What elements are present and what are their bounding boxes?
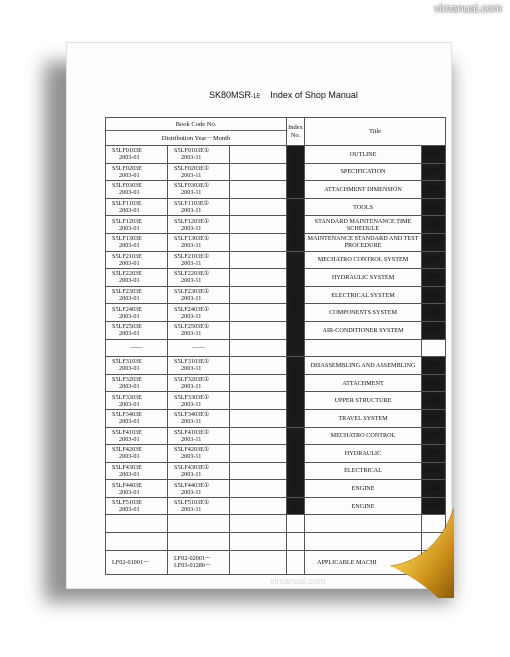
distribution-date: 2003-11 bbox=[181, 453, 202, 461]
blank-cell bbox=[287, 533, 305, 551]
index-code: LF42 bbox=[422, 445, 446, 463]
group-label: TROUBLESHOOTING bbox=[292, 434, 299, 491]
blank-cell bbox=[230, 181, 287, 199]
code-cell bbox=[106, 497, 168, 515]
book-code: S5LF2403E① bbox=[174, 305, 210, 313]
book-code: S5LF0303E① bbox=[174, 182, 210, 190]
blank-cell bbox=[287, 515, 305, 533]
blank-cell bbox=[230, 480, 287, 498]
code-cell bbox=[106, 233, 168, 251]
section-title: DISASSEMBLING AND ASSEMBLING bbox=[305, 357, 422, 375]
blank-cell bbox=[230, 304, 287, 322]
code-cell bbox=[168, 409, 230, 427]
table-row bbox=[106, 233, 446, 251]
distribution-date: 2003-01 bbox=[119, 506, 140, 514]
code-cell bbox=[168, 269, 230, 287]
title-header: Title bbox=[305, 118, 446, 146]
table-row bbox=[106, 409, 446, 427]
group-label: SPECIFICATION bbox=[292, 150, 299, 194]
dash-cell: —— bbox=[168, 339, 230, 357]
section-title: ATTACHMENT DIMENSION bbox=[305, 181, 422, 199]
document-title bbox=[209, 90, 358, 100]
section-title: OUTLINE bbox=[305, 146, 422, 164]
distribution-date: 2003-11 bbox=[181, 400, 202, 408]
book-code: S5LF2203E① bbox=[174, 270, 210, 278]
index-code: LF23 bbox=[422, 286, 446, 304]
distribution-date: 2003-11 bbox=[181, 383, 202, 391]
code-cell bbox=[168, 497, 230, 515]
book-code: S5LF3403E bbox=[112, 411, 142, 419]
book-code: S5LF5103E① bbox=[174, 499, 210, 507]
section-title: SPECIFICATION bbox=[305, 163, 422, 181]
book-code-label: Book Code No. bbox=[106, 121, 286, 131]
book-code: S5LF0303E bbox=[112, 182, 142, 190]
book-code: S5LF0203E bbox=[112, 164, 142, 172]
index-code: LF24 bbox=[422, 304, 446, 322]
distribution-date: 2003-11 bbox=[181, 224, 202, 232]
section-title: MAINTENANCE STANDARD AND TEST PROCEDURE bbox=[305, 233, 422, 251]
code-cell bbox=[168, 146, 230, 164]
group-maintenance bbox=[287, 198, 305, 251]
blank-cell bbox=[230, 427, 287, 445]
distribution-date: 2003-11 bbox=[181, 312, 202, 320]
code-cell bbox=[168, 286, 230, 304]
book-code: S5LF2103E① bbox=[174, 252, 210, 260]
code-cell bbox=[168, 374, 230, 392]
book-code: S5LF1203E① bbox=[174, 217, 210, 225]
index-code: LF33 bbox=[422, 392, 446, 410]
blank-cell bbox=[230, 339, 287, 357]
book-code: S5LF1103E① bbox=[174, 200, 210, 208]
distribution-date: 2003-11 bbox=[181, 171, 202, 179]
blank-cell bbox=[230, 374, 287, 392]
book-code: S5LF2303E① bbox=[174, 288, 210, 296]
section-title: MECHATRO CONTROL SYSTEM bbox=[305, 251, 422, 269]
table-row bbox=[106, 374, 446, 392]
index-code: LF12 bbox=[422, 216, 446, 234]
code-cell bbox=[106, 357, 168, 375]
blank-cell bbox=[230, 515, 287, 533]
distribution-date: 2003-11 bbox=[181, 470, 202, 478]
blank-cell bbox=[168, 533, 230, 551]
index-code: LF11 bbox=[422, 198, 446, 216]
serial-range: LF03-01280～ bbox=[174, 562, 212, 570]
distribution-date: 2003-11 bbox=[181, 418, 202, 426]
book-code: S5LF1103E bbox=[112, 200, 142, 208]
blank-cell bbox=[106, 515, 168, 533]
section-title: ELECTRICAL SYSTEM bbox=[305, 286, 422, 304]
blank-cell bbox=[230, 357, 287, 375]
table-row bbox=[106, 427, 446, 445]
section-title: HYDRAULIC bbox=[305, 445, 422, 463]
book-code: S5LF2503E① bbox=[174, 323, 210, 331]
distribution-date: 2003-01 bbox=[119, 418, 140, 426]
watermark: vimanual.com bbox=[434, 3, 502, 15]
book-code: S5LF2103E bbox=[112, 252, 142, 260]
blank-cell bbox=[230, 251, 287, 269]
distribution-date: 2003-11 bbox=[181, 189, 202, 197]
blank-cell bbox=[230, 321, 287, 339]
distribution-date: 2003-01 bbox=[119, 207, 140, 215]
code-cell bbox=[106, 480, 168, 498]
group-label: DISASSEMBLING bbox=[292, 368, 299, 415]
code-cell bbox=[168, 216, 230, 234]
table-row bbox=[106, 181, 446, 199]
distribution-date: 2003-01 bbox=[119, 295, 140, 303]
index-heading: Index of Shop Manual bbox=[270, 90, 358, 100]
group-eg bbox=[287, 497, 305, 515]
book-code: S5LF1203E bbox=[112, 217, 142, 225]
code-cell bbox=[106, 445, 168, 463]
section-title: HYDRAULIC SYSTEM bbox=[305, 269, 422, 287]
section-title-empty bbox=[305, 339, 422, 357]
index-no-header: Index No. bbox=[287, 118, 305, 146]
index-code: LF13 bbox=[422, 233, 446, 251]
blank-cell bbox=[230, 392, 287, 410]
blank-cell bbox=[230, 550, 287, 574]
distribution-date: 2003-01 bbox=[119, 154, 140, 162]
code-cell bbox=[168, 445, 230, 463]
distribution-date: 2003-01 bbox=[119, 312, 140, 320]
index-code: LF02 bbox=[422, 163, 446, 181]
distribution-date: 2003-01 bbox=[119, 435, 140, 443]
table-row bbox=[106, 269, 446, 287]
table-row bbox=[106, 163, 446, 181]
table-row bbox=[106, 462, 446, 480]
serial-range: LF02-02001～ bbox=[174, 555, 212, 563]
section-title: ATTACHMENT bbox=[305, 374, 422, 392]
book-code: S5LF3403E① bbox=[174, 411, 210, 419]
blank-cell bbox=[230, 409, 287, 427]
table-row bbox=[106, 445, 446, 463]
distribution-date: 2003-01 bbox=[119, 242, 140, 250]
code-cell bbox=[168, 163, 230, 181]
book-code: S5LF0103E bbox=[112, 147, 142, 155]
section-title: COMPONENTS SYSTEM bbox=[305, 304, 422, 322]
code-cell bbox=[168, 321, 230, 339]
table-row bbox=[106, 286, 446, 304]
code-cell bbox=[106, 216, 168, 234]
book-code: S5LF4303E bbox=[112, 463, 142, 471]
distribution-date: 2003-11 bbox=[181, 295, 202, 303]
section-title: TRAVEL SYSTEM bbox=[305, 409, 422, 427]
index-code: LF34 bbox=[422, 409, 446, 427]
code-cell bbox=[106, 198, 168, 216]
blank-cell bbox=[230, 269, 287, 287]
group-troubleshooting bbox=[287, 427, 305, 497]
index-code: LF31 bbox=[422, 357, 446, 375]
index-code: LF01 bbox=[422, 146, 446, 164]
code-cell bbox=[106, 409, 168, 427]
code-cell bbox=[106, 321, 168, 339]
serial-cell bbox=[168, 550, 230, 574]
distribution-date: 2003-11 bbox=[181, 154, 202, 162]
index-code: LF43 bbox=[422, 462, 446, 480]
distribution-date: 2003-01 bbox=[119, 224, 140, 232]
table-row bbox=[106, 216, 446, 234]
manual-page bbox=[66, 42, 452, 589]
book-code: S5LF5103E bbox=[112, 499, 142, 507]
code-cell bbox=[168, 304, 230, 322]
book-code: S5LF4103E① bbox=[174, 428, 210, 436]
section-title: ENGINE bbox=[305, 497, 422, 515]
code-cell bbox=[106, 163, 168, 181]
index-table bbox=[105, 117, 446, 575]
distribution-date: 2003-01 bbox=[119, 488, 140, 496]
blank-cell bbox=[287, 550, 305, 574]
code-cell bbox=[106, 286, 168, 304]
index-code: LF22 bbox=[422, 269, 446, 287]
code-cell bbox=[106, 427, 168, 445]
section-title: MECHATRO CONTROL bbox=[305, 427, 422, 445]
distribution-date: 2003-01 bbox=[119, 470, 140, 478]
book-code-header bbox=[106, 118, 287, 146]
table-row bbox=[106, 321, 446, 339]
book-code: S5LF3303E① bbox=[174, 393, 210, 401]
group-label: SYSTEM bbox=[292, 292, 299, 316]
book-code: S5LF4103E bbox=[112, 428, 142, 436]
book-code: S5LF0103E① bbox=[174, 147, 210, 155]
table-row bbox=[106, 251, 446, 269]
serial-cell: LF02-01001～ bbox=[106, 550, 168, 574]
book-code: S5LF2303E bbox=[112, 288, 142, 296]
group-label: MAINTENANCE bbox=[292, 204, 299, 246]
table-row bbox=[106, 480, 446, 498]
distribution-date: 2003-01 bbox=[119, 330, 140, 338]
book-code: S5LF0203E① bbox=[174, 164, 210, 172]
distribution-date: 2003-11 bbox=[181, 330, 202, 338]
distribution-date: 2003-11 bbox=[181, 277, 202, 285]
code-cell bbox=[106, 374, 168, 392]
book-code: S5LF4303E① bbox=[174, 463, 210, 471]
model-suffix: -1E bbox=[251, 94, 261, 100]
code-cell bbox=[168, 392, 230, 410]
book-code: S5LF4203E bbox=[112, 446, 142, 454]
book-code: S5LF4403E bbox=[112, 481, 142, 489]
distribution-label: Distribution Year－Month bbox=[161, 135, 231, 142]
group-disassembling bbox=[287, 357, 305, 427]
dash-cell: —— bbox=[106, 339, 168, 357]
book-code: S5LF2403E bbox=[112, 305, 142, 313]
index-code: LF41 bbox=[422, 427, 446, 445]
distribution-date: 2003-11 bbox=[181, 506, 202, 514]
blank-cell bbox=[230, 216, 287, 234]
distribution-date: 2003-01 bbox=[119, 400, 140, 408]
book-code: S5LF2503E bbox=[112, 323, 142, 331]
section-title: TOOLS bbox=[305, 198, 422, 216]
applicable-machine-title: APPLICABLE MACHI bbox=[305, 550, 422, 574]
blank-cell bbox=[230, 286, 287, 304]
model-name: SK80MSR bbox=[209, 90, 252, 100]
index-code-empty bbox=[422, 339, 446, 357]
book-code: S5LF3103E bbox=[112, 358, 142, 366]
distribution-date: 2003-11 bbox=[181, 365, 202, 373]
distribution-date: 2003-11 bbox=[181, 488, 202, 496]
distribution-date: 2003-01 bbox=[119, 365, 140, 373]
table-row bbox=[106, 198, 446, 216]
blank-cell bbox=[230, 533, 287, 551]
blank-cell bbox=[230, 198, 287, 216]
ghost-watermark: vimanual.com bbox=[270, 576, 326, 586]
distribution-date: 2003-01 bbox=[119, 453, 140, 461]
book-code: S5LF3203E① bbox=[174, 376, 210, 384]
group-label: E/G bbox=[292, 501, 299, 512]
table-row bbox=[106, 304, 446, 322]
code-cell bbox=[106, 392, 168, 410]
code-cell bbox=[106, 304, 168, 322]
code-cell bbox=[106, 251, 168, 269]
code-cell bbox=[106, 269, 168, 287]
blank-cell bbox=[230, 462, 287, 480]
table-row bbox=[106, 392, 446, 410]
table-header-row bbox=[106, 118, 446, 146]
book-code: S5LF1303E bbox=[112, 235, 142, 243]
section-title: UPPER STRUCTURE bbox=[305, 392, 422, 410]
table-row bbox=[106, 339, 446, 357]
code-cell bbox=[106, 181, 168, 199]
blank-cell bbox=[168, 515, 230, 533]
code-cell bbox=[106, 146, 168, 164]
book-code: S5LF4203E① bbox=[174, 446, 210, 454]
book-code: S5LF3203E bbox=[112, 376, 142, 384]
code-cell bbox=[168, 427, 230, 445]
distribution-date: 2003-11 bbox=[181, 259, 202, 267]
distribution-date: 2003-11 bbox=[181, 435, 202, 443]
blank-cell bbox=[230, 445, 287, 463]
blank-cell bbox=[106, 533, 168, 551]
table-row bbox=[106, 146, 446, 164]
distribution-date: 2003-01 bbox=[119, 383, 140, 391]
blank-cell bbox=[230, 163, 287, 181]
index-code: LF51 bbox=[422, 497, 446, 515]
book-code: S5LF1303E① bbox=[174, 235, 210, 243]
book-code: S5LF4403E① bbox=[174, 481, 210, 489]
code-cell bbox=[168, 181, 230, 199]
group-system bbox=[287, 251, 305, 357]
book-code: S5LF3303E bbox=[112, 393, 142, 401]
index-code: LF21 bbox=[422, 251, 446, 269]
code-cell bbox=[168, 462, 230, 480]
section-title: ENGINE bbox=[305, 480, 422, 498]
code-cell bbox=[168, 251, 230, 269]
distribution-date: 2003-11 bbox=[181, 207, 202, 215]
blank-cell bbox=[230, 233, 287, 251]
section-title: ELECTRICAL bbox=[305, 462, 422, 480]
distribution-date: 2003-01 bbox=[119, 259, 140, 267]
section-title: STANDARD MAINTENANCE TIME SCHEDULE bbox=[305, 216, 422, 234]
distribution-date: 2003-01 bbox=[119, 277, 140, 285]
distribution-date: 2003-01 bbox=[119, 171, 140, 179]
index-code: LF03 bbox=[422, 181, 446, 199]
index-code: LF44 bbox=[422, 480, 446, 498]
code-cell bbox=[168, 233, 230, 251]
distribution-date: 2003-11 bbox=[181, 242, 202, 250]
code-cell bbox=[106, 462, 168, 480]
page-curl-icon bbox=[386, 508, 454, 598]
index-code: LF25 bbox=[422, 321, 446, 339]
book-code: S5LF2203E bbox=[112, 270, 142, 278]
group-specification bbox=[287, 146, 305, 199]
code-cell bbox=[168, 357, 230, 375]
blank-cell bbox=[230, 497, 287, 515]
blank-cell bbox=[230, 146, 287, 164]
code-cell bbox=[168, 480, 230, 498]
section-title: AIR-CONDITIONER SYSTEM bbox=[305, 321, 422, 339]
index-code: LF32 bbox=[422, 374, 446, 392]
code-cell bbox=[168, 198, 230, 216]
book-code: S5LF3103E① bbox=[174, 358, 210, 366]
table-row bbox=[106, 357, 446, 375]
distribution-date: 2003-01 bbox=[119, 189, 140, 197]
